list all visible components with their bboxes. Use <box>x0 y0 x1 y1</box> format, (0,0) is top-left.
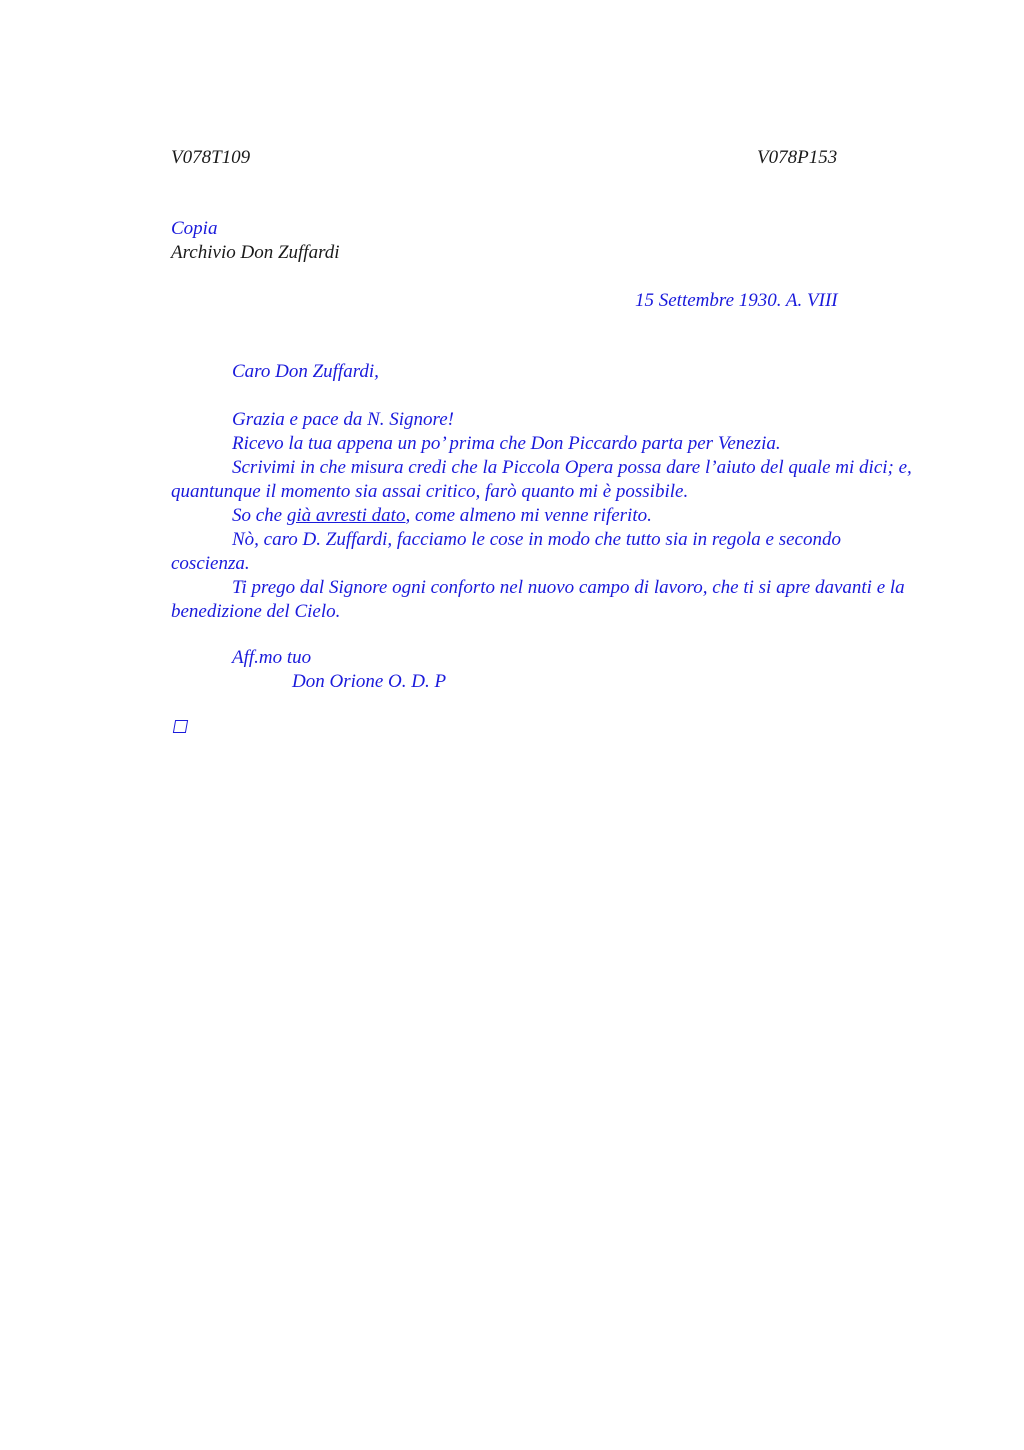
underlined-phrase: già avresti dato <box>286 505 406 526</box>
paragraph-report-start: So che <box>232 505 287 526</box>
letter-signature: Don Orione O. D. P <box>292 671 447 692</box>
paragraph-greeting: Grazia e pace da N. Signore! <box>232 409 454 430</box>
letter-body <box>171 408 916 624</box>
square-mark-icon <box>173 720 188 733</box>
paragraph-report-end: , come almeno mi venne riferito. <box>405 505 652 526</box>
letter-date: 15 Settembre 1930. A. VIII <box>635 290 838 311</box>
copy-label: Copia <box>171 218 218 239</box>
paragraph-request: Scrivimi in che misura credi che la Piccola Opera possa dare l’aiuto del quale mi dici; e, quantunque il momento sia assai critico, farò quanto mi è possibile. <box>171 457 912 502</box>
paragraph-report <box>171 504 916 528</box>
letter-salutation: Caro Don Zuffardi, <box>232 361 379 382</box>
letter-closing: Aff.mo tuo <box>232 647 312 668</box>
paragraph-blessing: Ti prego dal Signore ogni conforto nel nuovo campo di lavoro, che ti si apre davanti e la benedizione del Cielo. <box>171 577 905 622</box>
paragraph-receipt: Ricevo la tua appena un po’ prima che Don Piccardo parta per Venezia. <box>232 433 781 454</box>
document-code-left: V078T109 <box>171 147 251 168</box>
archive-label: Archivio Don Zuffardi <box>171 242 340 263</box>
document-code-right: V078P153 <box>757 147 838 168</box>
paragraph-conscience: Nò, caro D. Zuffardi, facciamo le cose in modo che tutto sia in regola e secondo coscienza. <box>171 529 841 574</box>
